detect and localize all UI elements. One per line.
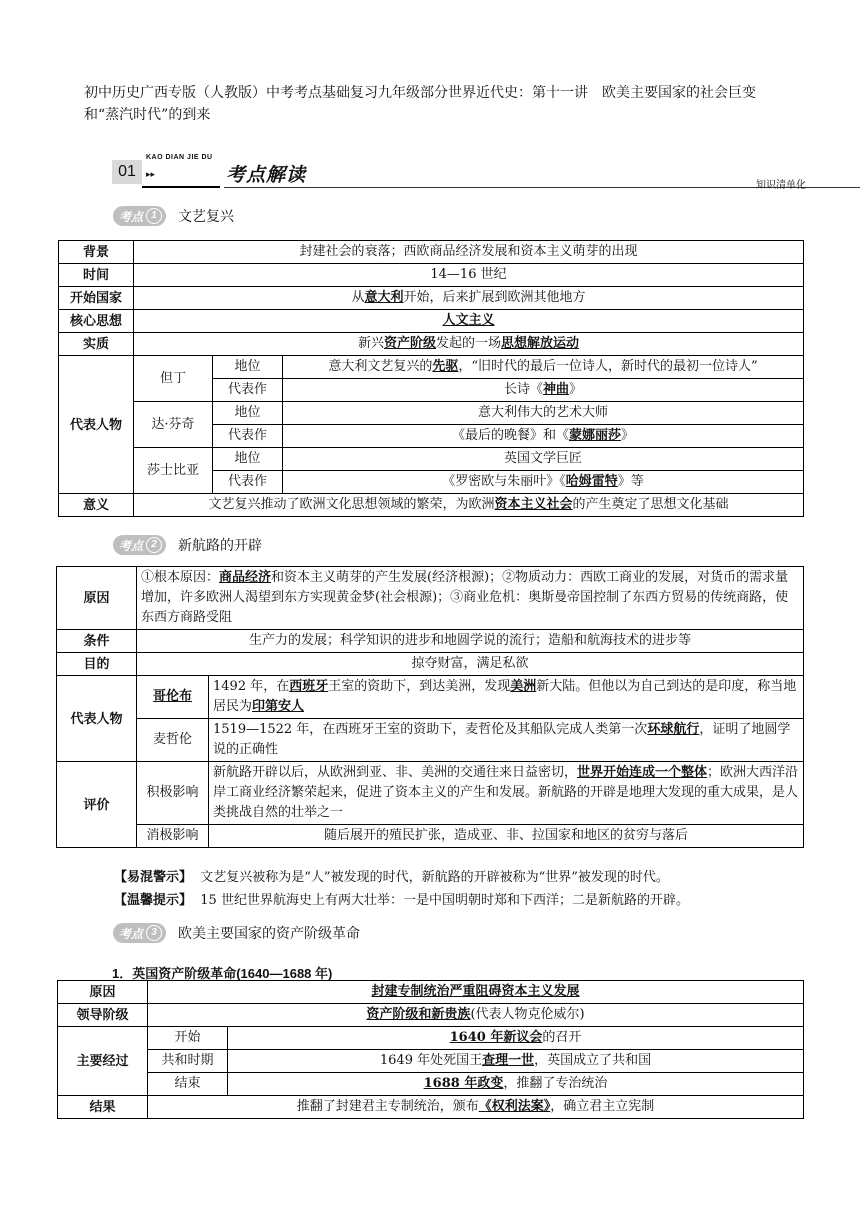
double-arrow-icon: ▸▸ xyxy=(146,170,156,180)
person-name: 麦哲伦 xyxy=(137,719,209,762)
kaodian-3-heading xyxy=(113,923,360,943)
kaodian-3-title: 欧美主要国家的资产阶级革命 xyxy=(178,926,361,942)
kaodian-2-title: 新航路的开辟 xyxy=(178,538,263,554)
row-label: 代表人物 xyxy=(57,676,137,762)
person-works: 《罗密欧与朱丽叶》《哈姆雷特》等 xyxy=(283,471,804,494)
goal-cell: 掠夺财富，满足私欲 xyxy=(137,653,804,676)
sub-label: 消极影响 xyxy=(137,825,209,848)
person-name: 达·芬奇 xyxy=(134,402,213,448)
time-cell: 14—16 世纪 xyxy=(134,264,804,287)
meaning-cell: 文艺复兴推动了欧洲文化思想领域的繁荣，为欧洲资本主义社会的产生奠定了思想文化基础 xyxy=(134,494,804,517)
table-row xyxy=(58,1050,804,1073)
table-row xyxy=(57,676,804,719)
row-label: 实质 xyxy=(59,333,134,356)
person-name: 莎士比亚 xyxy=(134,448,213,494)
row-label: 开始国家 xyxy=(59,287,134,310)
row-label: 意义 xyxy=(59,494,134,517)
sub-label: 结束 xyxy=(148,1073,228,1096)
row-label: 条件 xyxy=(57,630,137,653)
result-cell: 推翻了封建君主专制统治，颁布《权利法案》，确立君主立宪制 xyxy=(148,1096,804,1119)
english-revolution-table xyxy=(57,980,804,1119)
sub-label: 共和时期 xyxy=(148,1050,228,1073)
table-row xyxy=(58,1096,804,1119)
table-row xyxy=(59,402,804,425)
table-row xyxy=(58,1027,804,1050)
section-title: 考点解读 xyxy=(226,165,307,186)
table-row xyxy=(59,287,804,310)
document-title: 初中历史广西专版（人教版）中考考点基础复习九年级部分世界近代史：第十一讲 欧美主要国家的社会巨变和“蒸汽时代”的到来 xyxy=(84,85,756,123)
table-row xyxy=(59,310,804,333)
table-row xyxy=(59,241,804,264)
table-row xyxy=(58,1004,804,1027)
person-status: 意大利文艺复兴的先驱，“旧时代的最后一位诗人，新时代的最初一位诗人” xyxy=(283,356,804,379)
table-row xyxy=(57,719,804,762)
table-row xyxy=(58,1073,804,1096)
essence-cell: 新兴资产阶级发起的一场思想解放运动 xyxy=(134,333,804,356)
person-status: 英国文学巨匠 xyxy=(283,448,804,471)
section-banner xyxy=(112,150,860,190)
reason-cell: ①根本原因：商品经济和资本主义萌芽的产生发展(经济根源)；②物质动力：西欧工商业的发展，对货币的需求量增加，许多欧洲人渴望到东方实现黄金梦(社会根源)；③商业危机：奥斯曼帝国控制了东西方贸易的传统商路，使东西方商路受阻 xyxy=(137,567,804,630)
row-label: 主要经过 xyxy=(58,1027,148,1096)
kaodian-badge: 考点 2 xyxy=(113,535,166,555)
kaodian-1-heading xyxy=(113,206,234,226)
sub-label: 代表作 xyxy=(213,425,283,448)
section-number: 01 xyxy=(112,160,142,184)
person-works: 《最后的晚餐》和《蒙娜丽莎》 xyxy=(283,425,804,448)
row-label: 原因 xyxy=(58,981,148,1004)
background-cell: 封建社会的衰落；西欧商品经济发展和资本主义萌芽的出现 xyxy=(134,241,804,264)
sub-label: 地位 xyxy=(213,402,283,425)
row-label: 核心思想 xyxy=(59,310,134,333)
kaodian-1-title: 文艺复兴 xyxy=(178,209,235,225)
positive-effect: 新航路开辟以后，从欧洲到亚、非、美洲的交通往来日益密切，世界开始连成一个整体；欧洲大西洋沿岸工商业经济繁荣起来，促进了资本主义的产生和发展。新航路的开辟是地理大发现的重大成果，是人类挑战自然的壮举之一 xyxy=(209,762,804,825)
banner-rule-short xyxy=(142,186,220,188)
table-row xyxy=(59,448,804,471)
sub-label: 地位 xyxy=(213,356,283,379)
row-label: 背景 xyxy=(59,241,134,264)
row-label: 评价 xyxy=(57,762,137,848)
sub-label: 开始 xyxy=(148,1027,228,1050)
kaodian-badge: 考点 3 xyxy=(113,923,166,943)
row-label: 目的 xyxy=(57,653,137,676)
sub-label: 代表作 xyxy=(213,471,283,494)
sub-label: 地位 xyxy=(213,448,283,471)
table-row xyxy=(57,630,804,653)
row-label: 时间 xyxy=(59,264,134,287)
row-label: 结果 xyxy=(58,1096,148,1119)
person-name: 但丁 xyxy=(134,356,213,402)
confusion-tip: 【易混警示】 文艺复兴被称为是“人”被发现的时代，新航路的开辟被称为“世界”被发现的时代。 xyxy=(114,869,669,885)
table-row xyxy=(59,264,804,287)
end-cell: 1688 年政变，推翻了专治统治 xyxy=(228,1073,804,1096)
table-row xyxy=(57,762,804,825)
new-route-table xyxy=(56,566,804,848)
warm-tip: 【温馨提示】 15 世纪世界航海史上有两大壮举：一是中国明朝时郑和下西洋；二是新航路的开辟。 xyxy=(114,892,689,908)
table-row xyxy=(57,567,804,630)
person-status: 意大利伟大的艺术大师 xyxy=(283,402,804,425)
core-idea-cell: 人文主义 xyxy=(134,310,804,333)
start-country-cell: 从意大利开始，后来扩展到欧洲其他地方 xyxy=(134,287,804,310)
table-row xyxy=(59,356,804,379)
table-row xyxy=(57,653,804,676)
renaissance-table xyxy=(58,240,804,517)
condition-cell: 生产力的发展；科学知识的进步和地圆学说的流行；造船和航海技术的进步等 xyxy=(137,630,804,653)
negative-effect: 随后展开的殖民扩张，造成亚、非、拉国家和地区的贫穷与落后 xyxy=(209,825,804,848)
row-label: 代表人物 xyxy=(59,356,134,494)
subsection-title: 1．英国资产阶级革命(1640—1688 年) xyxy=(112,966,333,981)
person-name: 哥伦布 xyxy=(137,676,209,719)
republic-cell: 1649 年处死国王查理一世，英国成立了共和国 xyxy=(228,1050,804,1073)
sub-label: 代表作 xyxy=(213,379,283,402)
sub-label: 积极影响 xyxy=(137,762,209,825)
leader-cell: 资产阶级和新贵族(代表人物克伦威尔) xyxy=(148,1004,804,1027)
reason-cell: 封建专制统治严重阻碍资本主义发展 xyxy=(148,981,804,1004)
table-row xyxy=(59,333,804,356)
table-row xyxy=(58,981,804,1004)
person-desc: 1519—1522 年，在西班牙王室的资助下，麦哲伦及其船队完成人类第一次环球航行，证明了地圆学说的正确性 xyxy=(209,719,804,762)
section-note: 知识清单化 xyxy=(756,180,806,191)
start-cell: 1640 年新议会的召开 xyxy=(228,1027,804,1050)
table-row xyxy=(57,825,804,848)
table-row xyxy=(59,494,804,517)
kaodian-badge: 考点 1 xyxy=(113,206,166,226)
person-desc: 1492 年，在西班牙王室的资助下，到达美洲，发现美洲新大陆。但他以为自己到达的是印度，称当地居民为印第安人 xyxy=(209,676,804,719)
kaodian-2-heading xyxy=(113,535,262,555)
row-label: 原因 xyxy=(57,567,137,630)
row-label: 领导阶级 xyxy=(58,1004,148,1027)
person-works: 长诗《神曲》 xyxy=(283,379,804,402)
section-pinyin: KAO DIAN JIE DU xyxy=(146,154,213,161)
